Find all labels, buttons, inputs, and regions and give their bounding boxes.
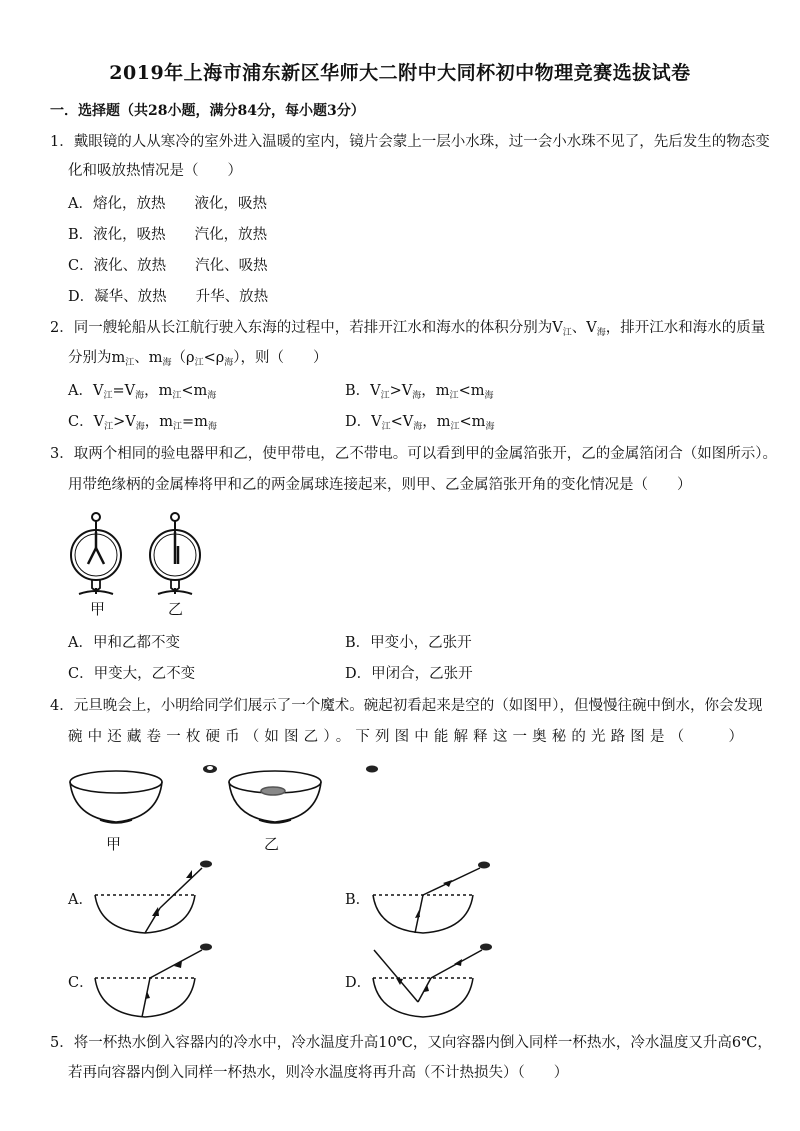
q3-option-a: A．甲和乙都不变 (68, 635, 180, 651)
question-2-stem: 2．同一艘轮船从长江航行驶入东海的过程中，若排开江水和海水的体积分别为$V_江$、$V_海$，排开江水和海水的质量 (50, 320, 766, 338)
q1-option-b: B．液化，吸热 汽化，放热 (68, 227, 268, 243)
question-3-stem: 3．取两个相同的验电器甲和乙，使甲带电，乙不带电。可以看到甲的金属箔张开，乙的金属箔闭合（如图所示）。 (50, 446, 777, 462)
bowl-label-yi: 乙 (264, 835, 280, 853)
q2-option-d: D．$V_江<V_海$，$m_江<m_海$ (345, 414, 495, 432)
q2-option-a: A．$V_江=V_海$，$m_江<m_海$ (68, 383, 217, 401)
bowl-jia (70, 771, 162, 823)
section-heading: 一．选择题（共28小题，满分84分，每小题3分） (50, 103, 365, 119)
q4-option-b: B． (345, 892, 371, 908)
q3-option-d: D．甲闭合，乙张开 (345, 666, 473, 682)
question-4-stem-cont: 碗中还藏卷一枚硬币（如图乙）。下列图中能解释这一奥秘的光路图是（ ） (68, 729, 743, 745)
eye-icon-2 (366, 766, 378, 773)
eye-icon (478, 862, 490, 869)
electroscope-label-yi: 乙 (168, 600, 184, 618)
question-1-stem: 1．戴眼镜的人从寒冷的室外进入温暖的室内，镜片会蒙上一层小水珠，过一会小水珠不见了，先后发生的物态变 (50, 134, 770, 150)
q4-diagram-c (90, 942, 220, 1022)
question-5-stem: 5．将一杯热水倒入容器内的冷水中，冷水温度升高10℃，又向容器内倒入同样一杯热水，冷水温度又升高6℃， (50, 1035, 772, 1051)
arrow-icon (186, 870, 192, 878)
question-4-stem: 4．元旦晚会上，小明给同学们展示了一个魔术。碗起初看起来是空的（如图甲），但慢慢往碗中倒水，你会发现 (50, 698, 763, 714)
q4-option-c: C． (68, 975, 94, 991)
eye-icon-1 (203, 765, 217, 773)
eye-icon (480, 944, 492, 951)
electroscope-jia (71, 513, 121, 594)
arrow-icon (443, 880, 452, 887)
bowl-figures (60, 760, 400, 835)
q4-option-d: D． (345, 975, 372, 991)
question-5-stem-cont: 若再向容器内倒入同样一杯热水，则冷水温度将再升高（不计热损失）（ ） (68, 1065, 569, 1081)
q4-diagram-b (368, 858, 498, 938)
q2-option-c: C．$V_江>V_海$，$m_江=m_海$ (68, 414, 217, 432)
question-2-stem-cont: 分别为$m_江$、$m_海(\rho_江<\rho_海)$，则（ ） (68, 350, 328, 368)
q4-option-a: A． (68, 892, 93, 908)
q4-diagram-d (368, 942, 498, 1022)
question-3-stem-cont: 用带绝缘柄的金属棒将甲和乙的两金属球连接起来，则甲、乙金属箔张开角的变化情况是（ ） (68, 477, 692, 493)
bowl-label-jia: 甲 (106, 835, 122, 853)
bowl-yi (229, 771, 321, 823)
arrow-icon (152, 907, 159, 916)
q3-option-b: B．甲变小，乙张开 (345, 635, 472, 651)
electroscope-label-jia: 甲 (90, 600, 106, 618)
eye-icon (200, 861, 212, 868)
q1-option-d: D．凝华、放热 升华、放热 (68, 289, 269, 305)
q3-option-c: C．甲变大，乙不变 (68, 666, 196, 682)
eye-icon (200, 944, 212, 951)
page-title: 2019年上海市浦东新区华师大二附中大同杯初中物理竞赛选拔试卷 (109, 62, 691, 84)
question-1-stem-cont: 化和吸放热情况是（ ） (68, 163, 242, 179)
q1-option-a: A．熔化，放热 液化，吸热 (68, 196, 267, 212)
q1-option-c: C．液化、放热 汽化、吸热 (68, 258, 268, 274)
q2-option-b: B．$V_江>V_海$，$m_江<m_海$ (345, 383, 494, 401)
q4-diagram-a (90, 858, 220, 938)
electroscope-figure (65, 510, 205, 610)
electroscope-yi (150, 513, 200, 594)
